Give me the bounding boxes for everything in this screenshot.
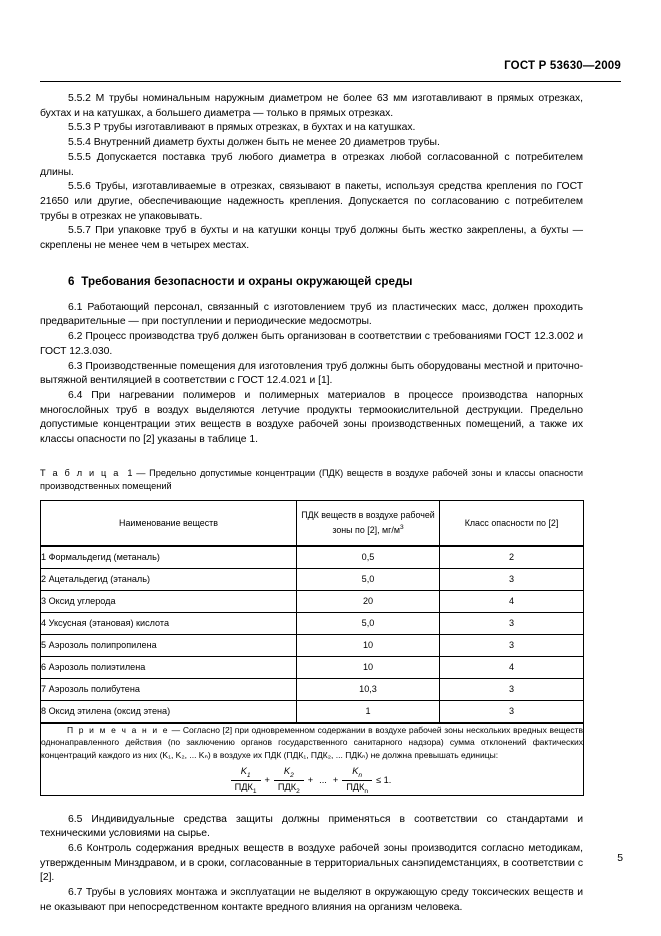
clause-5-5-3: 5.5.3 Р трубы изготавливают в прямых отрезках, в бухтах и на катушках. — [68, 122, 416, 134]
formula-term-2-numerator: $K_2$ — [283, 765, 294, 779]
table-row — [41, 612, 584, 634]
column-header-pdk — [297, 500, 440, 546]
cell-pdk: 10,3 — [297, 678, 440, 700]
section-heading-6 — [68, 275, 583, 288]
table-row — [41, 700, 584, 723]
clause-5-5-5: 5.5.5 Допускается поставка труб любого диаметра в отрезках любой согласованной с потребителем длины. — [40, 151, 583, 178]
table-row — [41, 568, 584, 590]
cell-hazard: 3 — [440, 700, 584, 723]
clause-6-5: 6.5 Индивидуальные средства защиты должны применяться в соответствии со стандартами и техническими условиями на сырье. — [40, 813, 583, 840]
clause-6-2: 6.2 Процесс производства труб должен быть организован в соответствии с требованиями ГОСТ 12.3.002 и ГОСТ 12.3.030. — [40, 331, 583, 357]
table-caption-text: — Предельно допустимые концентрации (ПДК) веществ в воздухе рабочей зоны и классы опасности производственных помещений — [40, 467, 583, 491]
table-body — [41, 546, 584, 795]
page-content — [40, 92, 583, 916]
cell-hazard: 3 — [440, 612, 584, 634]
page-number: 5 — [617, 853, 623, 864]
cell-substance: 5 Аэрозоль полипропилена — [41, 634, 297, 656]
page-header — [40, 60, 621, 82]
clause-6-4: 6.4 При нагревании полимеров и полимерных материалов в процессе производства напорных многослойных труб в воздух выделяются летучие продукты термоокислительной деструкции. Предельно допустимые концентрации этих веществ в воздухе рабочей зоны производственных помещений, а также их классы опасности по [2] указаны в таблице 1. — [40, 389, 583, 446]
clause-6-6: 6.6 Контроль содержания вредных веществ в воздухе рабочей зоны производится согласно методикам, утвержденным Минздравом, и в сроки, согласованные в территориальных санэпидемстанциях, в соответствии с [2]. — [40, 843, 583, 884]
formula-term-1-numerator: $K_1$ — [240, 765, 251, 779]
standard-designation: ГОСТ Р 53630—2009 — [504, 60, 621, 72]
formula-term-2-denominator: $ПДК_2$ — [274, 780, 304, 795]
formula-term-n-denominator: $ПДК_n$ — [342, 780, 372, 795]
clause-6-7: 6.7 Трубы в условиях монтажа и эксплуатации не выделяют в окружающую среду токсических веществ и не оказывают при непосредственном контакте вредного влияния на организм человека. — [40, 887, 583, 913]
cell-substance: 7 Аэрозоль полибутена — [41, 678, 297, 700]
cell-substance: 3 Оксид углерода — [41, 590, 297, 612]
formula-term-2 — [274, 766, 304, 795]
table-note-cell — [41, 723, 584, 795]
formula-plus-2: + — [307, 775, 314, 786]
formula-term-n — [342, 766, 372, 795]
cell-hazard: 3 — [440, 568, 584, 590]
cell-substance: 2 Ацетальдегид (этаналь) — [41, 568, 297, 590]
note-label: П р и м е ч а н и е — [67, 724, 169, 735]
table-row — [41, 546, 584, 569]
section-number: 6 — [68, 274, 75, 288]
column-header-hazard-class: Класс опасности по [2] — [440, 500, 584, 546]
formula-term-1-denominator: $ПДК_1$ — [231, 780, 261, 795]
cell-pdk: 10 — [297, 656, 440, 678]
clause-6-1: 6.1 Работающий персонал, связанный с изготовлением труб из пластических масс, должен проходить предварительные — при поступлении и периодические медосмотры. — [40, 301, 583, 328]
cell-hazard: 4 — [440, 656, 584, 678]
cell-pdk: 5,0 — [297, 612, 440, 634]
cell-substance: 4 Уксусная (этановая) кислота — [41, 612, 297, 634]
table-caption-label: Т а б л и ц а — [40, 467, 120, 478]
cell-hazard: 4 — [440, 590, 584, 612]
table-row — [41, 590, 584, 612]
cell-substance: 8 Оксид этилена (оксид этена) — [41, 700, 297, 723]
cell-hazard: 3 — [440, 678, 584, 700]
cell-substance: 1 Формальдегид (метаналь) — [41, 546, 297, 569]
formula-ellipsis: ... — [319, 775, 327, 786]
table-row — [41, 656, 584, 678]
formula-term-n-numerator: $K_n$ — [352, 765, 363, 779]
table-row — [41, 678, 584, 700]
clause-5-5-6: 5.5.6 Трубы, изготавливаемые в отрезках, связывают в пакеты, используя средства крепления по ГОСТ 21650 или другие, обеспечивающие надежность крепления. Допускается по согласованию с потребителем трубы в отрезках не упаковывать. — [40, 181, 583, 222]
cell-substance: 6 Аэрозоль полиэтилена — [41, 656, 297, 678]
column-header-pdk-text: ПДК веществ в воздухе рабочей зоны по [2], мг/м — [301, 510, 435, 535]
clause-6-3: 6.3 Производственные помещения для изготовления труб должны быть оборудованы местной и приточно-вытяжной вентиляцией в соответствии с ГОСТ 12.4.021 и [1]. — [40, 360, 583, 387]
table-note-row — [41, 723, 584, 795]
clause-5-5-7: 5.5.7 При упаковке труб в бухты и на катушки концы труб должны быть жестко закреплены, а бухты — скреплены не менее чем в четырех местах. — [40, 225, 583, 252]
table-note-text — [41, 724, 583, 761]
formula-plus-1: + — [264, 775, 270, 786]
section-title: Требования безопасности и охраны окружающей среды — [81, 274, 413, 288]
formula-plus-3: + — [332, 775, 339, 786]
hazard-limits-table — [40, 500, 584, 796]
clauses-after-table — [40, 813, 583, 916]
table-header-row — [41, 500, 584, 546]
formula-relation: ≤ 1. — [376, 775, 392, 786]
column-header-pdk-exponent: 3 — [399, 523, 404, 531]
cell-pdk: 0,5 — [297, 546, 440, 569]
clause-5-5-4: 5.5.4 Внутренний диаметр бухты должен быть не менее 20 диаметров трубы. — [68, 137, 440, 149]
pdk-sum-formula — [41, 766, 583, 795]
cell-pdk: 5,0 — [297, 568, 440, 590]
cell-pdk: 10 — [297, 634, 440, 656]
table-caption-number: 1 — [127, 467, 133, 478]
header-divider — [40, 81, 621, 82]
cell-pdk: 20 — [297, 590, 440, 612]
formula-term-1 — [231, 766, 261, 795]
column-header-substance: Наименование веществ — [41, 500, 297, 546]
cell-pdk: 1 — [297, 700, 440, 723]
table-row — [41, 634, 584, 656]
clause-5-5-2: 5.5.2 М трубы номинальным наружным диаметром не более 63 мм изготавливают в прямых отрезках, бухтах и на катушках, а большего диаметра — только в прямых отрезках. — [40, 93, 583, 119]
note-body: — Согласно [2] при одновременном содержании в воздухе рабочей зоны нескольких вредных веществ однонаправленного действия (по заключению органов государственного санитарного надзора) сумма отклонений фактических концентраций каждого из них (K₁, K₂, ... Kₙ) в воздухе их ПДК (ПДК₁, ПДК₂, ... ПДКₙ) не должна превышать единицы: — [41, 724, 583, 760]
cell-hazard: 2 — [440, 546, 584, 569]
table-caption — [40, 467, 583, 493]
cell-hazard: 3 — [440, 634, 584, 656]
